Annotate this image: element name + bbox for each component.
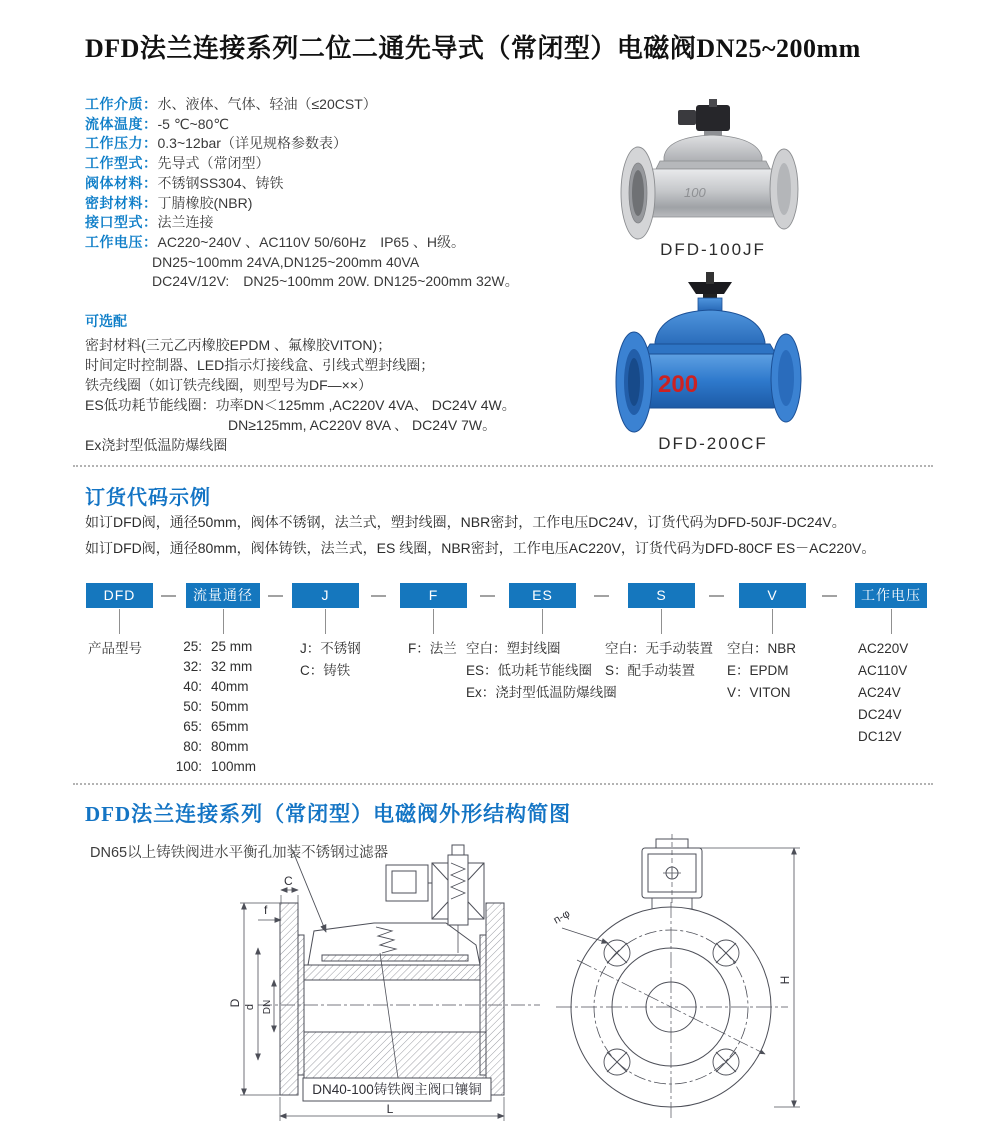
code-box-body: J <box>292 583 359 608</box>
code-connector <box>661 609 662 634</box>
spec-voltage-line2: DN25~100mm 24VA,DN125~200mm 40VA <box>152 253 420 270</box>
inner-label: DN40-100铸铁阀主阀口镶铜 <box>312 1082 482 1097</box>
end-view-drawing <box>548 830 810 1122</box>
ordering-heading: 订货代码示例 <box>85 487 211 509</box>
optional-line: ES低功耗节能线圈：功率DN＜125mm ,AC220V 4VA、 DC24V 4W。 <box>85 397 516 413</box>
code-box-size: 流量通径 <box>186 583 260 608</box>
spec-list <box>85 95 519 292</box>
dim-c: C <box>284 874 293 888</box>
code-box-coil: ES <box>509 583 576 608</box>
dim-f: f <box>264 903 268 917</box>
code-box-conn: F <box>400 583 467 608</box>
spec-value: -5 ℃~80℃ <box>157 115 230 132</box>
optional-heading: 可选配 <box>85 313 127 329</box>
spec-value: 法兰连接 <box>157 214 214 231</box>
spec-row <box>85 194 519 214</box>
spec-value: 先导式（常闭型） <box>157 155 270 172</box>
page-title: DFD法兰连接系列二位二通先导式（常闭型）电磁阀DN25~200mm <box>85 34 861 63</box>
body-mark-200: 200 <box>658 371 699 398</box>
code-col-manual: 空白：无手动装置 S：配手动装置 <box>605 641 713 678</box>
ordering-example-line: 如订DFD阀，通径80mm，阀体铸铁，法兰式，ES 线圈，NBR密封，工作电压AC220V，订货代码为DFD-80CF ES－AC220V。 <box>85 540 876 556</box>
code-dash: — <box>822 587 837 604</box>
code-dash: — <box>371 587 386 604</box>
optional-line: Ex浇封型低温防爆线圈 <box>85 437 228 453</box>
product-caption-dfd-100jf: DFD-100JF <box>660 240 766 259</box>
code-dash: — <box>161 587 176 604</box>
code-connector <box>325 609 326 634</box>
spec-label: 密封材料： <box>85 194 158 211</box>
spec-label: 接口型式： <box>85 214 158 231</box>
spec-row <box>85 134 519 154</box>
optional-section <box>85 311 516 455</box>
spec-row <box>85 154 519 174</box>
dim-h: H <box>778 975 792 985</box>
spec-value: AC220~240V 、AC110V 50/60Hz IP65 、H级。 <box>157 233 466 250</box>
code-connector <box>891 609 892 634</box>
dim-l: L <box>386 1102 394 1116</box>
structure-heading: DFD法兰连接系列（常闭型）电磁阀外形结构简图 <box>85 802 572 826</box>
spec-label: 工作电压： <box>85 233 158 250</box>
code-col-coil-type: 空白：塑封线圈 ES：低功耗节能线圈 Ex：浇封型低温防爆线圈 <box>466 641 617 700</box>
product-caption-dfd-200cf: DFD-200CF <box>658 434 768 453</box>
spec-row <box>85 213 519 233</box>
separator <box>73 783 933 785</box>
code-col-body-material: J：不锈钢 C：铸铁 <box>300 641 361 678</box>
spec-label: 工作介质： <box>85 96 158 112</box>
optional-line: 密封材料(三元乙丙橡胶EPDM 、氟橡胶VITON)； <box>85 337 392 353</box>
code-dash: — <box>709 587 724 604</box>
code-box-manual: S <box>628 583 695 608</box>
code-col-seal: 空白：NBR E：EPDM V：VITON <box>727 641 797 700</box>
spec-value: 不锈钢SS304、铸铁 <box>157 174 284 191</box>
dim-dn: DN <box>262 999 273 1015</box>
spec-row <box>85 174 519 194</box>
product-image-dfd-200cf <box>610 270 810 436</box>
code-box-dfd: DFD <box>86 583 153 608</box>
code-connector <box>542 609 543 634</box>
spec-row <box>85 233 519 253</box>
spec-value: 丁腈橡胶(NBR) <box>157 194 253 211</box>
spec-row <box>85 95 519 115</box>
body-mark-100: 100 <box>684 185 706 200</box>
code-col-sizes: 25: 25 mm 32: 32 mm 40: 40mm 50: 50mm 65: 65mm 80: 80mm 100: 100mm <box>175 639 257 774</box>
optional-line: 铁壳线圈（如订铁壳线圈，则型号为DF—××） <box>85 377 373 393</box>
spec-label: 流体温度： <box>85 115 158 132</box>
spec-label: 工作型式： <box>85 155 158 172</box>
optional-line: 时间定时控制器、LED指示灯接线盒、引线式塑封线圈； <box>85 357 435 373</box>
optional-line: DN≥125mm, AC220V 8VA 、 DC24V 7W。 <box>228 417 497 433</box>
coil-icon <box>696 105 730 131</box>
code-box-seal: V <box>739 583 806 608</box>
spec-label: 阀体材料： <box>85 174 158 191</box>
spec-voltage-line3: DC24V/12V: DN25~100mm 20W. DN125~200mm 32W。 <box>152 273 519 290</box>
code-connector <box>119 609 120 634</box>
spec-row <box>85 115 519 135</box>
spec-label: 工作压力： <box>85 135 158 152</box>
cross-section-drawing <box>140 833 544 1125</box>
product-image-dfd-100jf <box>612 95 807 243</box>
separator <box>73 465 933 467</box>
code-col-voltage: AC220V AC110V AC24V DC24V DC12V <box>858 641 909 744</box>
code-connector <box>433 609 434 634</box>
structure-note: DN65以上铸铁阀进水平衡孔加装不锈钢过滤器 <box>90 845 389 861</box>
code-connector <box>772 609 773 634</box>
code-dash: — <box>594 587 609 604</box>
code-col-model: 产品型号 <box>88 641 142 656</box>
code-connector <box>223 609 224 634</box>
spec-value: 水、液体、气体、轻油（≤20CST） <box>157 96 377 112</box>
code-box-voltage: 工作电压 <box>855 583 927 608</box>
code-col-connection: F：法兰 <box>408 641 457 656</box>
code-dash: — <box>268 587 283 604</box>
dim-d-outer: D <box>228 998 242 1008</box>
code-dash: — <box>480 587 495 604</box>
spec-value: 0.3~12bar（详见规格参数表） <box>157 135 347 152</box>
dim-n-phi: n-φ <box>551 907 573 927</box>
dim-d-face: d <box>244 1003 256 1011</box>
ordering-example-line: 如订DFD阀，通径50mm，阀体不锈钢，法兰式，塑封线圈，NBR密封，工作电压DC24V，订货代码为DFD-50JF-DC24V。 <box>85 514 846 530</box>
